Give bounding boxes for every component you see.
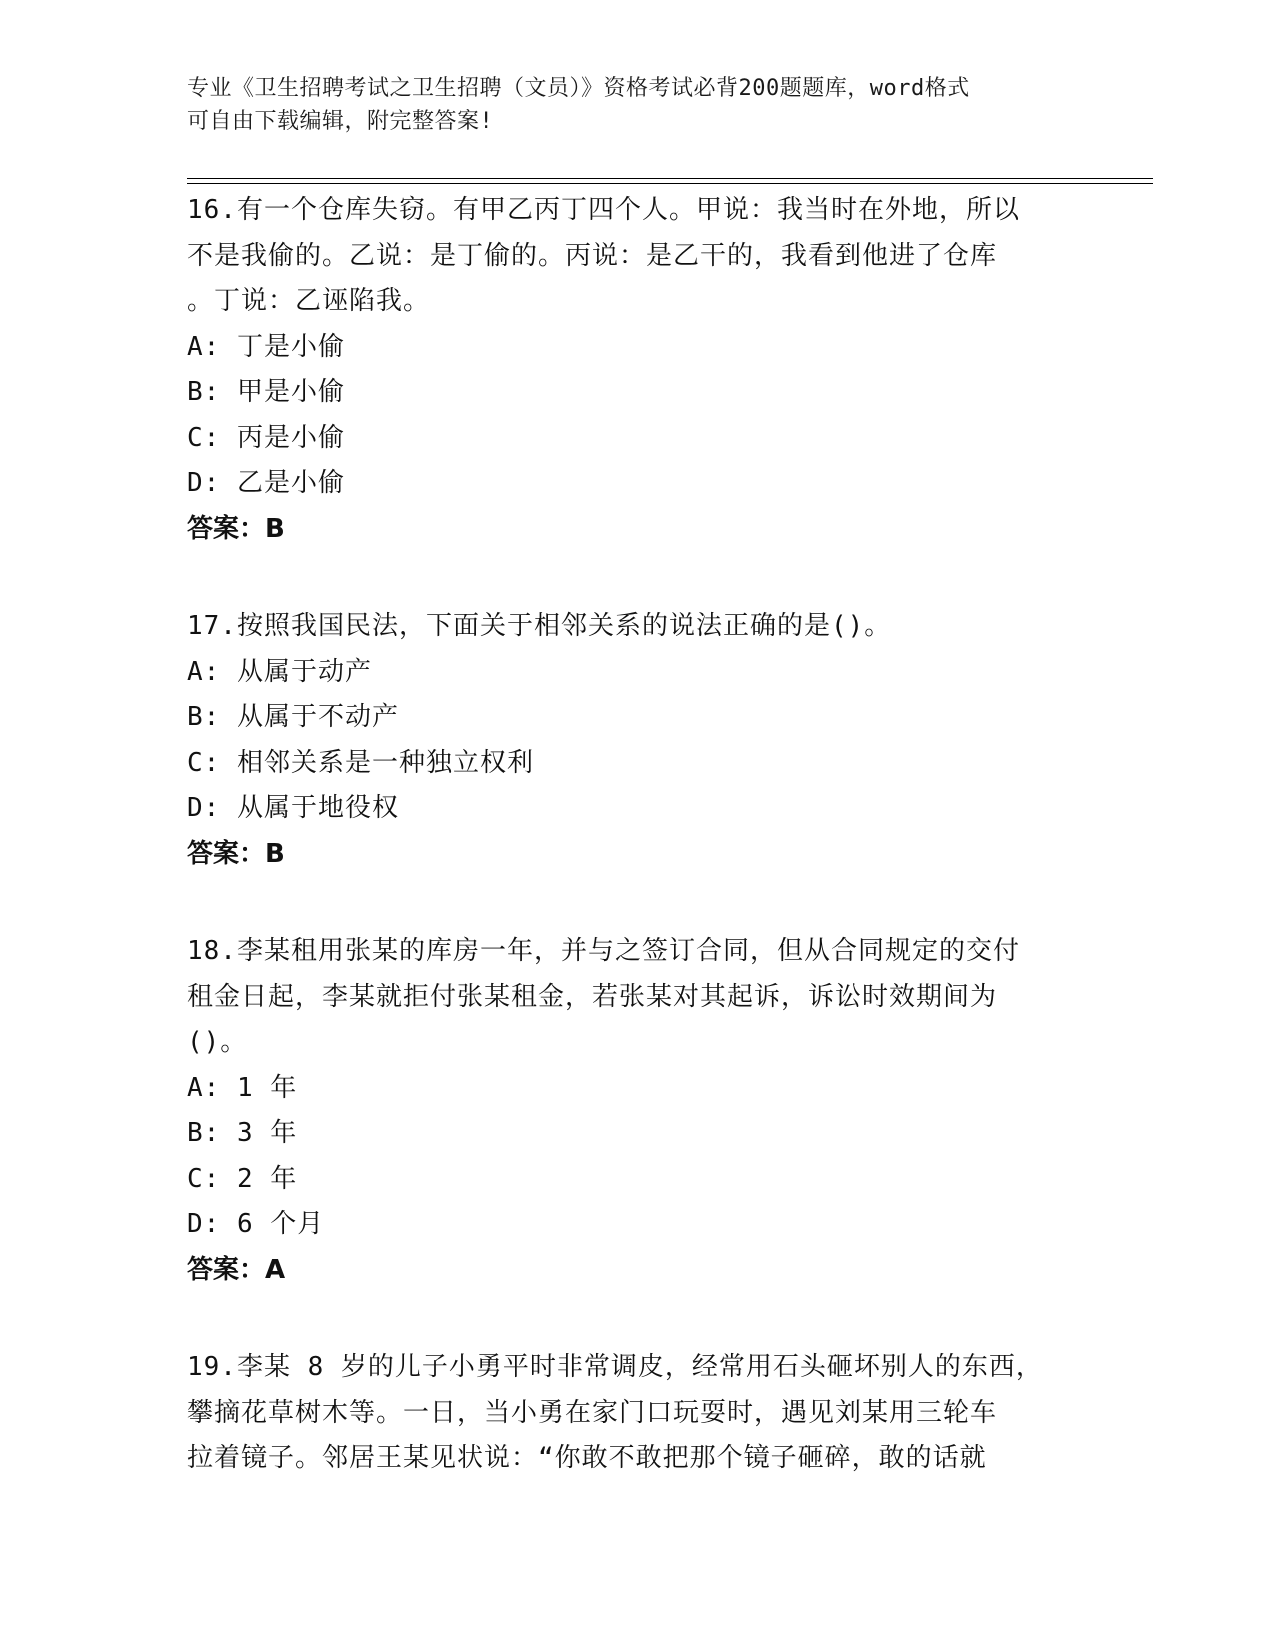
question-list xyxy=(187,188,1087,1534)
header-line-2: 可自由下载编辑，附完整答案! xyxy=(187,109,494,134)
question-text-line: 18.李某租用张某的库房一年，并与之签订合同，但从合同规定的交付 xyxy=(187,936,1020,966)
answer-label: 答案：A xyxy=(187,1254,286,1285)
answer-label: 答案：B xyxy=(187,513,285,544)
option-b: B: 3 年 xyxy=(187,1118,298,1148)
question-text-line: ()。 xyxy=(187,1027,248,1057)
option-a: A: 1 年 xyxy=(187,1072,298,1103)
question-18 xyxy=(187,929,1087,1293)
question-19 xyxy=(187,1345,1087,1482)
option-d: D: 6 个月 xyxy=(187,1209,325,1239)
question-text-line: 租金日起，李某就拒付张某租金，若张某对其起诉，诉讼时效期间为 xyxy=(187,981,998,1012)
option-d: D: 从属于地役权 xyxy=(187,793,399,823)
document-header xyxy=(187,72,1087,138)
question-text-line: 。丁说：乙诬陷我。 xyxy=(187,286,431,316)
option-c: C: 2 年 xyxy=(187,1163,298,1194)
header-line-1: 专业《卫生招聘考试之卫生招聘（文员）》资格考试必背200题题库，word格式 xyxy=(187,76,970,101)
option-b: B: 甲是小偷 xyxy=(187,377,345,407)
question-text-line: 不是我偷的。乙说：是丁偷的。丙说：是乙干的，我看到他进了仓库 xyxy=(187,240,998,271)
option-a: A: 丁是小偷 xyxy=(187,331,345,362)
question-text-line: 拉着镜子。邻居王某见状说：“你敢不敢把那个镜子砸碎，敢的话就 xyxy=(187,1443,987,1473)
option-c: C: 相邻关系是一种独立权利 xyxy=(187,747,534,778)
question-17 xyxy=(187,604,1087,877)
question-text-line: 19.李某 8 岁的儿子小勇平时非常调皮，经常用石头砸坏别人的东西， xyxy=(187,1352,1043,1382)
question-text-line: 17.按照我国民法，下面关于相邻关系的说法正确的是()。 xyxy=(187,611,892,641)
option-b: B: 从属于不动产 xyxy=(187,702,399,732)
header-divider-top xyxy=(187,178,1153,179)
question-16 xyxy=(187,188,1087,552)
question-text-line: 攀摘花草树木等。一日，当小勇在家门口玩耍时，遇见刘某用三轮车 xyxy=(187,1397,998,1428)
option-d: D: 乙是小偷 xyxy=(187,468,345,498)
option-c: C: 丙是小偷 xyxy=(187,422,345,453)
answer-label: 答案：B xyxy=(187,838,285,869)
question-text-line: 16.有一个仓库失窃。有甲乙丙丁四个人。甲说：我当时在外地，所以 xyxy=(187,195,1020,225)
header-divider-bottom xyxy=(187,183,1153,184)
option-a: A: 从属于动产 xyxy=(187,656,372,687)
